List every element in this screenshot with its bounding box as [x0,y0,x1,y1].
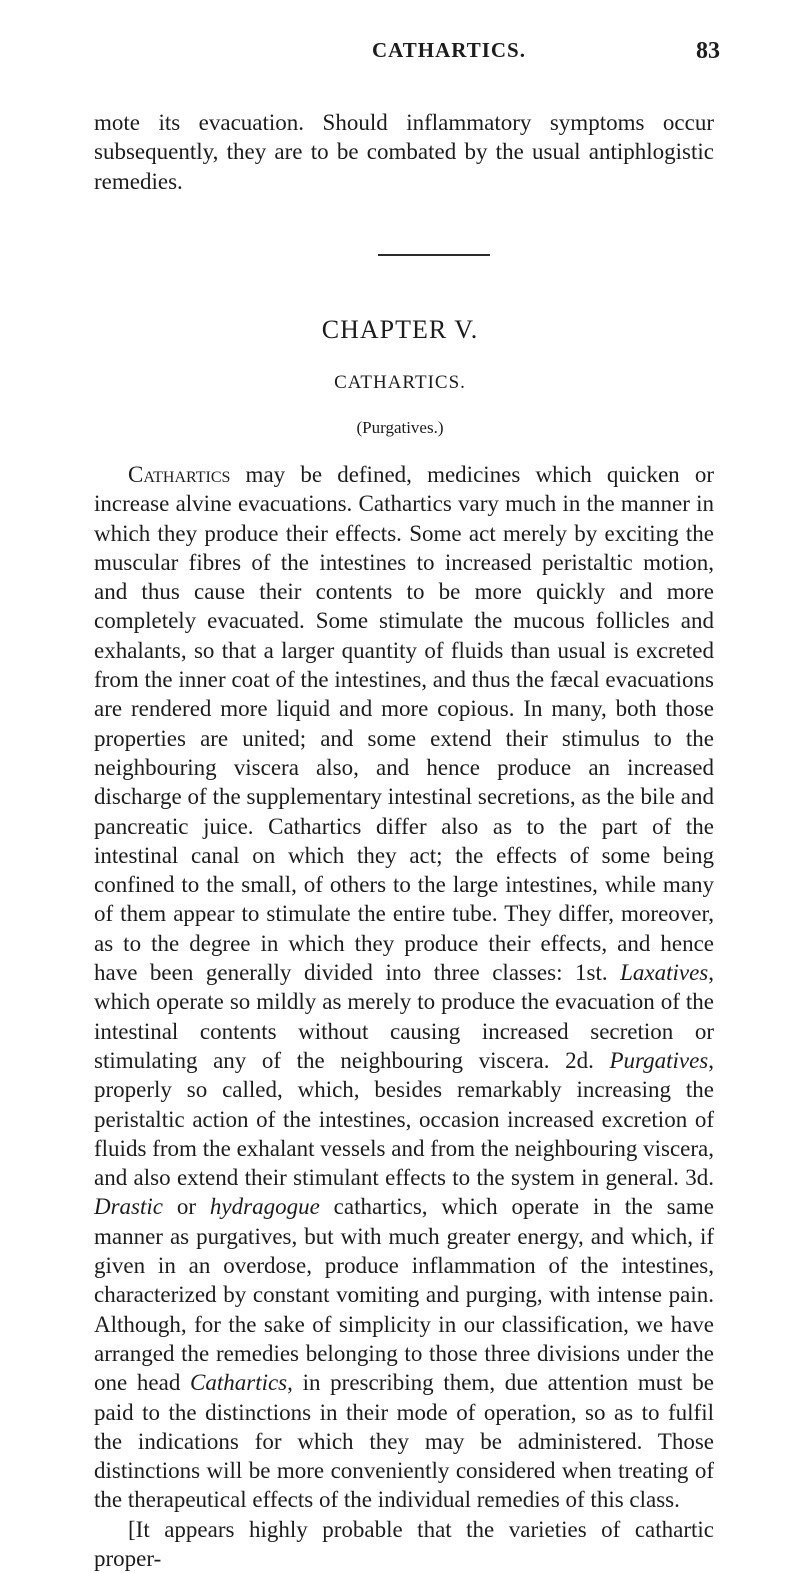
text-run: or [163,1194,210,1220]
text-run: cathartics, which operate in the same manner as purgatives, but with much greater energy, and which, if given in an overdose, produce inflammation of the intestines, characterized by constant vomiting and purging, with intense pain. Although, for the sake of simplicity in our classification, we have arranged the remedies belonging to those three divisions under the one head [94,1194,714,1396]
running-head [0,38,800,68]
page-number: 83 [696,38,720,64]
chapter-alt-name: (Purgatives.) [356,418,444,437]
body-text [94,460,714,1573]
term-hydragogue: hydragogue [209,1194,320,1220]
section-divider [378,254,490,256]
term-laxatives: Laxatives [620,960,709,986]
lead-word: Cathartics [128,462,231,487]
text-run: , which operate so mildly as merely to produce the evacuation of the intestinal contents without causing increased secretion or stimulating any of the neighbouring viscera. 2d. [94,960,714,1073]
term-purgatives: Purgatives [609,1047,709,1073]
chapter-subject: CATHARTICS. [334,372,466,393]
text-run: may be defined, medicines which quicken or increase alvine evacuations. Cathartics vary much in the manner in which they produce their effects. Some act merely by exciting the muscular fibres of the intestines to increased peristaltic motion, and thus cause their contents to be more quickly and more completely evacuated. Some stimulate the mucous follicles and exhalants, so that a larger quantity of fluids than usual is excreted from the inner coat of the intestines, and thus the fæcal evacuations are rendered more liquid and more copious. In many, both those properties are united; and some extend their stimulus to the neighbouring viscera also, and hence produce an increased discharge of the supplementary intestinal secretions, as the bile and pancreatic juice. Cathartics differ also as to the part of the intestinal canal on which they act; the effects of some being confined to the small, of others to the large intestines, while many of them appear to stimulate the entire tube. They differ, moreover, as to the degree in which they produce their effects, and hence have been generally divided into three classes: 1st. [94,462,714,986]
chapter-heading: CHAPTER V. [321,315,479,344]
body-paragraph-1 [94,460,714,1515]
text-run: , properly so called, which, besides remarkably increasing the peristaltic action of the intestines, occasion increased excretion of fluids from the exhalant vessels and from the neighbouring viscera, and also extend their stimulant effects to the system in general. 3d. [94,1047,714,1191]
term-drastic: Drastic [94,1194,163,1220]
text-run: , in prescribing them, due attention must be paid to the distinctions in their mode of operation, so as to fulfil the indications for which they may be administered. Those distinctions will be more conveniently considered when treating of the therapeutical effects of the individual remedies of this class. [94,1370,714,1513]
intro-block [94,108,714,196]
intro-paragraph: mote its evacuation. Should inflammatory symptoms occur subsequently, they are to be combated by the usual antiphlogistic remedies. [94,110,714,194]
body-paragraph-2: [It appears highly probable that the varieties of cathartic proper- [94,1516,714,1571]
running-title: CATHARTICS. [372,38,526,62]
term-cathartics: Cathartics [190,1370,288,1396]
